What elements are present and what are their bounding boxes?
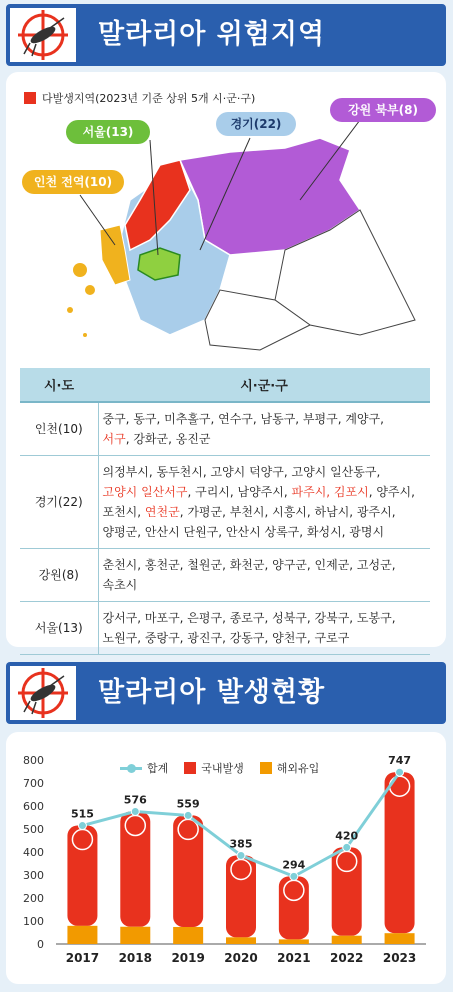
y-tick-label: 100	[23, 915, 44, 928]
regions-table	[20, 368, 430, 655]
y-tick-label: 800	[23, 754, 44, 767]
table-cell-sigungu	[98, 549, 430, 602]
sigungu-text: 춘천시, 홍천군, 철원군, 화천군, 양구군, 인제군, 고성군,	[102, 558, 396, 572]
sigungu-text: , 양주시,	[368, 485, 415, 499]
total-point	[396, 768, 404, 776]
sigungu-text: 노원구, 중랑구, 광진구, 강동구, 양천구, 구로구	[102, 631, 350, 645]
bar-domestic	[173, 815, 203, 927]
sigungu-highlight: 연천군	[144, 505, 180, 519]
sigungu-line	[103, 608, 427, 628]
bar-overseas	[67, 926, 97, 944]
label-incheon: 인천 전역(10)	[22, 170, 124, 194]
table-row	[20, 456, 430, 549]
total-data-label: 420	[335, 829, 359, 843]
sigungu-line	[103, 482, 427, 502]
table-cell-sido: 인천(10)	[20, 402, 98, 456]
table-row	[20, 602, 430, 655]
map-legend-text: 다발생지역(2023년 기준 상위 5개 시·군·구)	[42, 92, 256, 105]
risk-map	[30, 120, 440, 360]
total-point	[78, 822, 86, 830]
sigungu-line	[103, 522, 427, 542]
sigungu-text: 의정부시, 동두천시, 고양시 덕양구, 고양시 일산동구,	[102, 465, 381, 479]
total-point	[343, 843, 351, 851]
total-data-label: 747	[388, 754, 412, 768]
x-tick-label: 2018	[118, 951, 152, 965]
table-row	[20, 549, 430, 602]
map-island	[73, 263, 87, 277]
total-point	[131, 808, 139, 816]
sigungu-text: , 가평군, 부천시, 시흥시, 하남시, 광주시,	[179, 505, 396, 519]
sigungu-line	[103, 462, 427, 482]
sigungu-text: 강서구, 마포구, 은평구, 종로구, 성북구, 강북구, 도봉구,	[102, 611, 396, 625]
incidence-chart	[6, 732, 446, 982]
bar-overseas	[120, 927, 150, 944]
sigungu-text: 양평군, 안산시 단원구, 안산시 상록구, 화성시, 광명시	[102, 525, 385, 539]
table-cell-sigungu	[98, 402, 430, 456]
sigungu-highlight: 고양시 일산서구	[102, 485, 188, 499]
label-gangwon-north: 강원 북부(8)	[330, 98, 436, 122]
total-data-label: 294	[282, 858, 306, 872]
y-tick-label: 500	[23, 823, 44, 836]
total-data-label: 576	[123, 793, 147, 807]
y-tick-label: 600	[23, 800, 44, 813]
legend-label-total: 합계	[147, 762, 169, 775]
legend-label-overseas: 해외유입	[276, 762, 320, 775]
section-banner-risk	[6, 4, 446, 66]
sigungu-line	[103, 628, 427, 648]
y-tick-label: 0	[37, 938, 44, 951]
bar-overseas	[226, 937, 256, 944]
x-tick-label: 2022	[330, 951, 364, 965]
bar-overseas	[332, 936, 362, 944]
mosquito-logo-icon	[8, 6, 78, 64]
x-tick-label: 2017	[65, 951, 100, 965]
legend-swatch-red	[24, 92, 36, 104]
y-tick-label: 700	[23, 777, 44, 790]
bar-overseas	[173, 927, 203, 944]
table-cell-sido: 경기(22)	[20, 456, 98, 549]
sigungu-text: 포천시,	[102, 505, 145, 519]
sigungu-text: , 구리시, 남양주시,	[187, 485, 292, 499]
sigungu-highlight: 파주시, 김포시	[291, 485, 369, 499]
total-data-label: 515	[70, 807, 94, 821]
table-cell-sigungu	[98, 602, 430, 655]
header-sigungu: 시·군·구	[98, 368, 430, 402]
x-tick-label: 2021	[277, 951, 311, 965]
map-island	[67, 307, 73, 313]
sigungu-line	[103, 429, 427, 449]
x-tick-label: 2020	[224, 951, 258, 965]
table-row	[20, 402, 430, 456]
label-seoul: 서울(13)	[66, 120, 150, 144]
section-banner-status	[6, 662, 446, 724]
total-data-label: 559	[176, 797, 200, 811]
table-header-row	[20, 368, 430, 402]
sigungu-line	[103, 502, 427, 522]
total-point	[184, 811, 192, 819]
map-island	[85, 285, 95, 295]
banner-title: 말라리아 발생현황	[98, 677, 326, 708]
total-data-label: 385	[229, 837, 253, 851]
y-tick-label: 300	[23, 869, 44, 882]
x-tick-label: 2023	[382, 951, 417, 965]
sigungu-line	[103, 575, 427, 595]
total-point	[237, 851, 245, 859]
mosquito-logo-icon	[8, 664, 78, 722]
banner-title: 말라리아 위험지역	[98, 19, 326, 50]
bar-domestic	[120, 812, 150, 927]
header-sido: 시·도	[20, 368, 98, 402]
sigungu-text: 중구, 동구, 미추홀구, 연수구, 남동구, 부평구, 계양구,	[102, 412, 384, 426]
sigungu-text: 속초시	[102, 578, 138, 592]
total-point	[290, 872, 298, 880]
bar-domestic	[279, 876, 309, 939]
sigungu-line	[103, 555, 427, 575]
bar-overseas	[385, 933, 415, 944]
sigungu-line	[103, 409, 427, 429]
table-cell-sido: 서울(13)	[20, 602, 98, 655]
y-tick-label: 200	[23, 892, 44, 905]
map-island	[83, 333, 87, 337]
sigungu-text: , 강화군, 옹진군	[125, 432, 211, 446]
y-tick-label: 400	[23, 846, 44, 859]
sigungu-highlight: 서구	[102, 432, 126, 446]
x-tick-label: 2019	[171, 951, 205, 965]
label-gyeonggi: 경기(22)	[216, 112, 296, 136]
bar-overseas	[279, 939, 309, 944]
table-cell-sido: 강원(8)	[20, 549, 98, 602]
legend-label-domestic: 국내발생	[201, 762, 244, 775]
table-cell-sigungu	[98, 456, 430, 549]
map-legend	[24, 90, 255, 106]
